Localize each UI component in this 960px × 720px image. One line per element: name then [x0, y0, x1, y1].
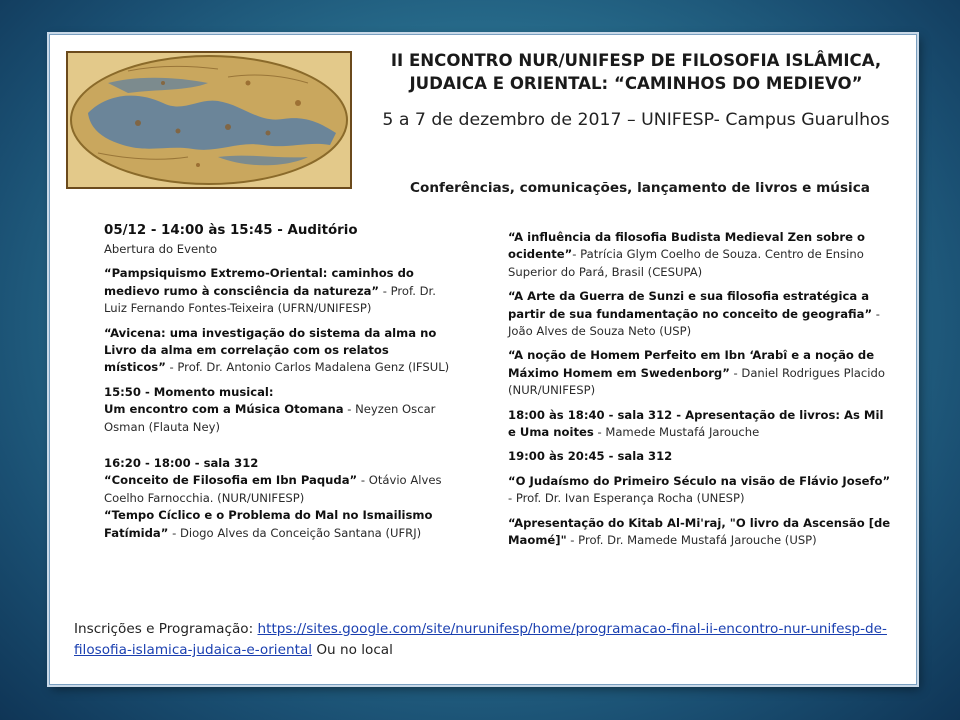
- event-dates: 5 a 7 de dezembro de 2017 – UNIFESP- Campus Guarulhos: [382, 110, 890, 130]
- books-author: - Mamede Mustafá Jarouche: [593, 425, 760, 440]
- music-time: 15:50 - Momento musical:: [104, 384, 274, 399]
- talk-speaker: - Otávio Alves Coelho Farnocchia. (NUR/UNIFESP): [104, 473, 442, 505]
- program-item: [104, 325, 454, 377]
- program-item: [508, 515, 894, 550]
- talk-title: “A Arte da Guerra de Sunzi e sua filosofia estratégica a partir de sua fundamentação no conceito de geografia”: [508, 289, 873, 321]
- program-item: [104, 455, 454, 472]
- talk-speaker: - Prof. Dr. Mamede Mustafá Jarouche (USP): [566, 533, 817, 548]
- program-item: [508, 229, 894, 281]
- program-right-column: [508, 229, 894, 557]
- talk-title: “Tempo Cíclico e o Problema do Mal no Ismailismo Fatímida”: [104, 508, 433, 540]
- session-time: 19:00 às 20:45 - sala 312: [508, 449, 673, 464]
- event-title: II ENCONTRO NUR/UNIFESP DE FILOSOFIA ISLÂMICA, JUDAICA E ORIENTAL: “CAMINHOS DO MEDIEVO”: [390, 51, 882, 93]
- talk-title: “Conceito de Filosofia em Ibn Paquda”: [104, 473, 358, 488]
- program-item: [508, 347, 894, 399]
- talk-speaker: - Daniel Rodrigues Placido (NUR/UNIFESP): [508, 365, 885, 398]
- opening-text: Abertura do Evento: [104, 242, 218, 256]
- talk-title: “A noção de Homem Perfeito em Ibn ‘Arabî e a noção de Máximo Homem em Swedenborg”: [508, 348, 875, 380]
- talk-title: “O Judaísmo do Primeiro Século na visão de Flávio Josefo”: [508, 473, 891, 488]
- program-item: [104, 265, 454, 317]
- books-heading: 18:00 às 18:40 - sala 312 - Apresentação de livros: As Mil e Uma noites: [508, 407, 884, 440]
- session-heading: 05/12 - 14:00 às 15:45 - Auditório: [104, 223, 358, 238]
- event-poster: [49, 34, 917, 685]
- talk-speaker: - João Alves de Souza Neto (USP): [508, 306, 880, 339]
- registration-footer: [74, 619, 904, 661]
- program-item: [508, 473, 894, 508]
- program-item: [104, 472, 454, 507]
- talk-speaker: - Prof. Dr. Ivan Esperança Rocha (UNESP): [508, 491, 745, 506]
- medieval-map-image: [66, 51, 352, 189]
- talk-speaker: - Diogo Alves da Conceição Santana (UFRJ): [168, 525, 422, 540]
- program-item: [104, 384, 454, 436]
- registration-link[interactable]: https://sites.google.com/site/nurunifesp/home/programacao-final-ii-encontro-nur-unifesp-de-filosofia-islamica-judaica-e-oriental: [74, 621, 887, 658]
- registration-suffix: Ou no local: [312, 642, 393, 658]
- talk-speaker: - Prof. Dr. Luiz Fernando Fontes-Teixeira (UFRN/UNIFESP): [104, 283, 436, 316]
- program-item: [508, 407, 894, 442]
- event-subtitle: Conferências, comunicações, lançamento de livros e música: [410, 180, 870, 196]
- music-performer: - Neyzen Oscar Osman (Flauta Ney): [104, 402, 436, 434]
- session-time: 16:20 - 18:00 - sala 312: [104, 456, 259, 471]
- talk-title: “Avicena: uma investigação do sistema da alma no Livro da alma em correlação com os relatos místicos”: [104, 325, 437, 375]
- talk-title: “Apresentação do Kitab Al-Mi'raj, "O livro da Ascensão [de Maomé]": [508, 515, 891, 548]
- talk-title: “Pampsiquismo Extremo-Oriental: caminhos do medievo rumo à consciência da natureza”: [104, 266, 414, 298]
- talk-speaker: - Prof. Dr. Antonio Carlos Madalena Genz (IFSUL): [165, 360, 450, 375]
- program-item: [508, 288, 894, 340]
- program-left-column: [104, 221, 454, 542]
- program-item: [104, 507, 454, 542]
- program-item: [508, 448, 894, 465]
- talk-speaker: - Patrícia Glym Coelho de Souza. Centro de Ensino Superior do Pará, Brasil (CESUPA): [508, 247, 864, 279]
- talk-title: “A influência da filosofia Budista Medieval Zen sobre o ocidente”: [508, 230, 865, 262]
- registration-label: Inscrições e Programação:: [74, 621, 258, 637]
- music-title: Um encontro com a Música Otomana: [104, 402, 344, 417]
